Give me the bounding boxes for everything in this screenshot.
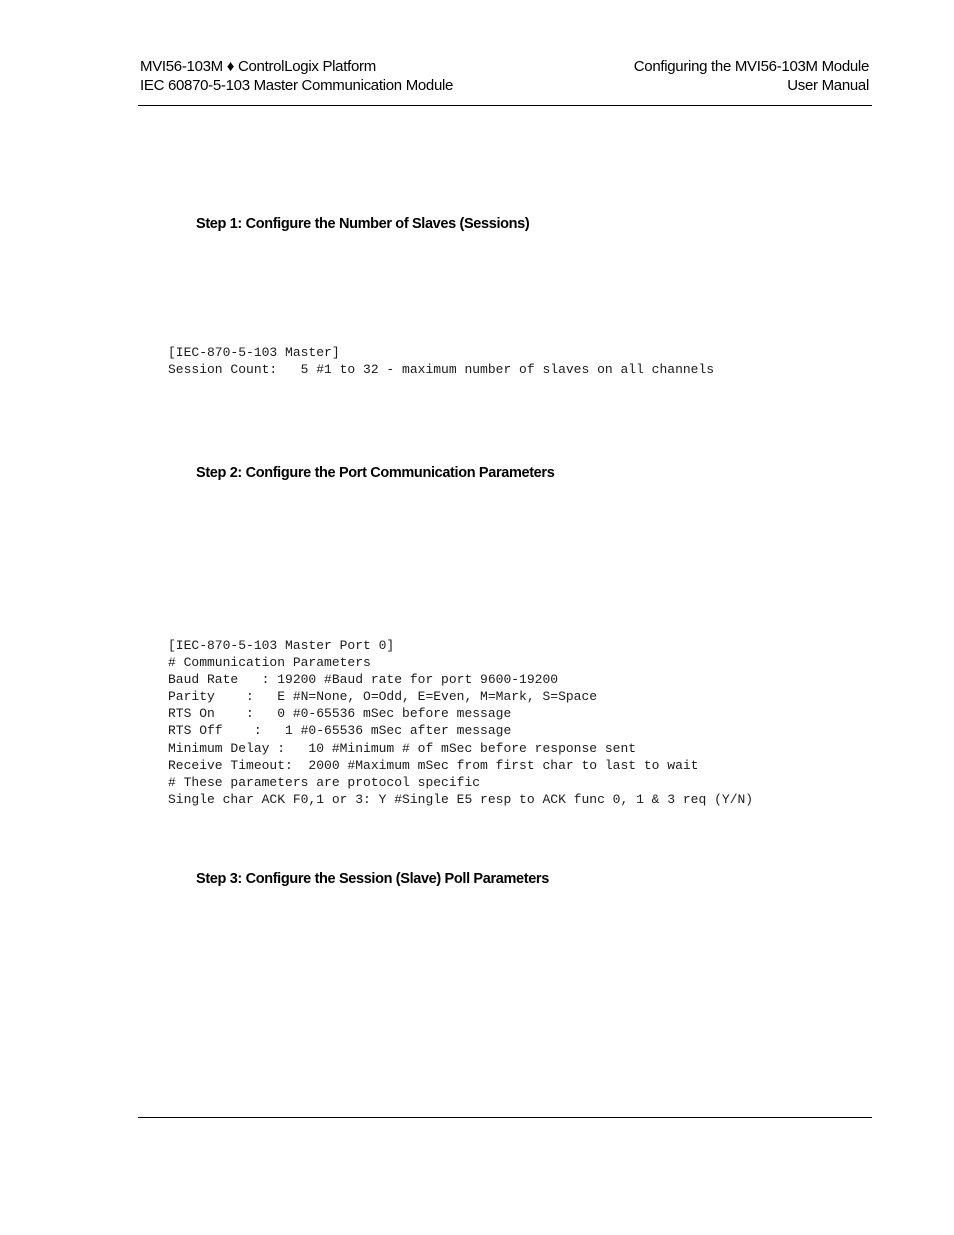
header-module-title: IEC 60870-5-103 Master Communication Module xyxy=(140,77,454,94)
step-2-heading: Step 2: Configure the Port Communication Parameters xyxy=(196,465,555,481)
step-3-heading: Step 3: Configure the Session (Slave) Poll Parameters xyxy=(196,871,549,887)
code-line: Parity : E #N=None, O=Odd, E=Even, M=Mark, S=Space xyxy=(168,689,598,705)
code-line: RTS On : 0 #0-65536 mSec before message xyxy=(168,706,512,722)
header-chapter-title: Configuring the MVI56-103M Module xyxy=(633,58,869,75)
header-divider xyxy=(138,105,872,106)
page-header-left xyxy=(140,57,453,95)
code-line: # Communication Parameters xyxy=(168,655,371,671)
code-line: [IEC-870-5-103 Master] xyxy=(168,345,340,360)
code-line: Session Count: 5 #1 to 32 - maximum number of slaves on all channels xyxy=(168,362,715,378)
header-product-title: MVI56-103M ♦ ControlLogix Platform xyxy=(140,58,376,75)
code-line: RTS Off : 1 #0-65536 mSec after message xyxy=(168,723,512,739)
code-line: Single char ACK F0,1 or 3: Y #Single E5 resp to ACK func 0, 1 & 3 req (Y/N) xyxy=(168,791,754,807)
code-line: # These parameters are protocol specific xyxy=(168,774,481,790)
code-line: Baud Rate : 19200 #Baud rate for port 9600-19200 xyxy=(168,672,559,688)
page-header-right xyxy=(634,57,869,95)
step-2-code-block xyxy=(168,637,753,808)
code-line: [IEC-870-5-103 Master Port 0] xyxy=(168,638,395,653)
footer-divider xyxy=(138,1117,872,1118)
code-line: Minimum Delay : 10 #Minimum # of mSec before response sent xyxy=(168,740,637,756)
step-1-code-block xyxy=(168,344,714,378)
step-1-heading: Step 1: Configure the Number of Slaves (Sessions) xyxy=(196,216,530,232)
code-line: Receive Timeout: 2000 #Maximum mSec from first char to last to wait xyxy=(168,757,699,773)
header-manual-title: User Manual xyxy=(787,77,869,94)
